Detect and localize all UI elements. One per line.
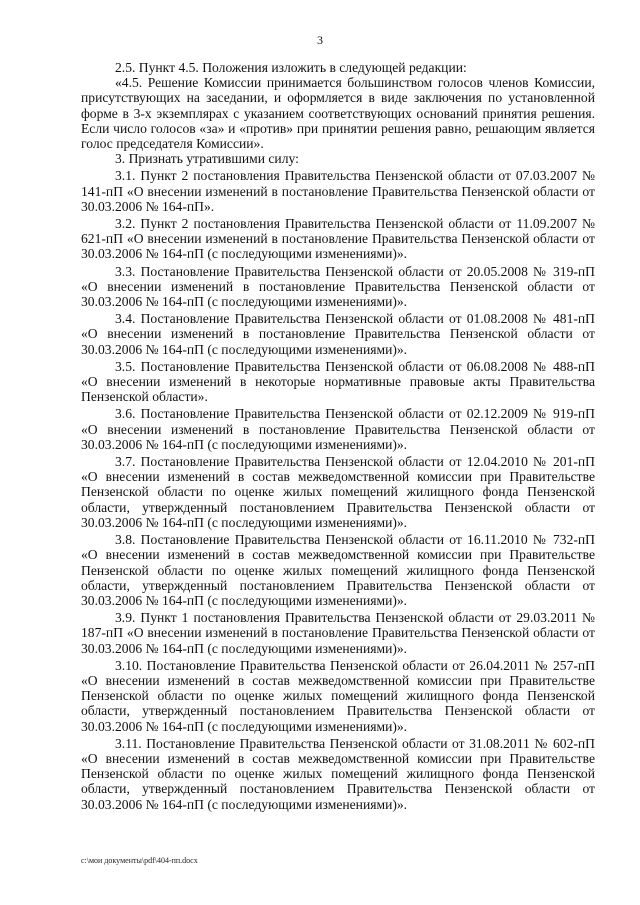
footer-file-path: c:\мои документы\pdf\404-пп.docx	[81, 856, 198, 865]
paragraph-3-4: 3.4. Постановление Правительства Пензенской области от 01.08.2008 № 481-пП «О внесении изменений в постановление Правительства Пензенской области от 30.03.2006 № 164-пП (с последующими изменениями)».	[81, 311, 595, 357]
paragraph-3-6: 3.6. Постановление Правительства Пензенской области от 02.12.2009 № 919-пП «О внесении изменений в постановление Правительства Пензенской области от 30.03.2006 № 164-пП (с последующими изменениями)».	[81, 406, 595, 452]
paragraph-3-9: 3.9. Пункт 1 постановления Правительства Пензенской области от 29.03.2011 № 187-пП «О внесении изменений в постановление Правительства Пензенской области от 30.03.2006 № 164-пП (с последующими изменениями)».	[81, 610, 595, 656]
paragraph-3-1: 3.1. Пункт 2 постановления Правительства Пензенской области от 07.03.2007 № 141-пП «О внесении изменений в постановление Правительства Пензенской области от 30.03.2006 № 164-пП».	[81, 168, 595, 214]
paragraph-3-10: 3.10. Постановление Правительства Пензенской области от 26.04.2011 № 257-пП «О внесении изменений в состав межведомственной комиссии при Правительстве Пензенской области по оценке жилых помещений жилищного фонда Пензенской области, утвержденный постановлением Правительства Пензенской области от 30.03.2006 № 164-пП (с последующими изменениями)».	[81, 657, 595, 734]
paragraph-3: 3. Признать утратившими силу:	[115, 151, 299, 167]
paragraph-4-5-quote: «4.5. Решение Комиссии принимается большинством голосов членов Комиссии, присутствующих на заседании, и оформляется в виде заключения по установленной форме в 3-х экземплярах с указанием соответствующих оснований принятия решения. Если число голосов «за» и «против» при принятии решения равно, решающим является голос председателя Комиссии».	[81, 75, 595, 152]
paragraph-3-3: 3.3. Постановление Правительства Пензенской области от 20.05.2008 № 319-пП «О внесении изменений в постановление Правительства Пензенской области от 30.03.2006 № 164-пП (с последующими изменениями)».	[81, 263, 595, 310]
paragraph-3-7: 3.7. Постановление Правительства Пензенской области от 12.04.2010 № 201-пП «О внесении изменений в состав межведомственной комиссии при Правительстве Пензенской области по оценке жилых помещений жилищного фонда Пензенской области, утвержденный постановлением Правительства Пензенской области от 30.03.2006 № 164-пП (с последующими изменениями)».	[81, 454, 595, 530]
paragraph-3-11: 3.11. Постановление Правительства Пензенской области от 31.08.2011 № 602-пП «О внесении изменений в состав межведомственной комиссии при Правительстве Пензенской области по оценке жилых помещений жилищного фонда Пензенской области, утвержденный постановлением Правительства Пензенской области от 30.03.2006 № 164-пП (с последующими изменениями)».	[81, 735, 595, 812]
paragraph-3-8: 3.8. Постановление Правительства Пензенской области от 16.11.2010 № 732-пП «О внесении изменений в состав межведомственной комиссии при Правительстве Пензенской области по оценке жилых помещений жилищного фонда Пензенской области, утвержденный постановлением Правительства Пензенской области от 30.03.2006 № 164-пП (с последующими изменениями)».	[81, 532, 595, 608]
page-number: 3	[317, 33, 323, 47]
document-body	[81, 60, 595, 812]
paragraph-3-5: 3.5. Постановление Правительства Пензенской области от 06.08.2008 № 488-пП «О внесении изменений в некоторые нормативные правовые акты Правительства Пензенской области».	[81, 358, 595, 405]
paragraph-2-5: 2.5. Пункт 4.5. Положения изложить в следующей редакции:	[115, 60, 467, 75]
paragraph-3-2: 3.2. Пункт 2 постановления Правительства Пензенской области от 11.09.2007 № 621-пП «О внесении изменений в постановление Правительства Пензенской области от 30.03.2006 № 164-пП (с последующими изменениями)».	[81, 216, 595, 262]
